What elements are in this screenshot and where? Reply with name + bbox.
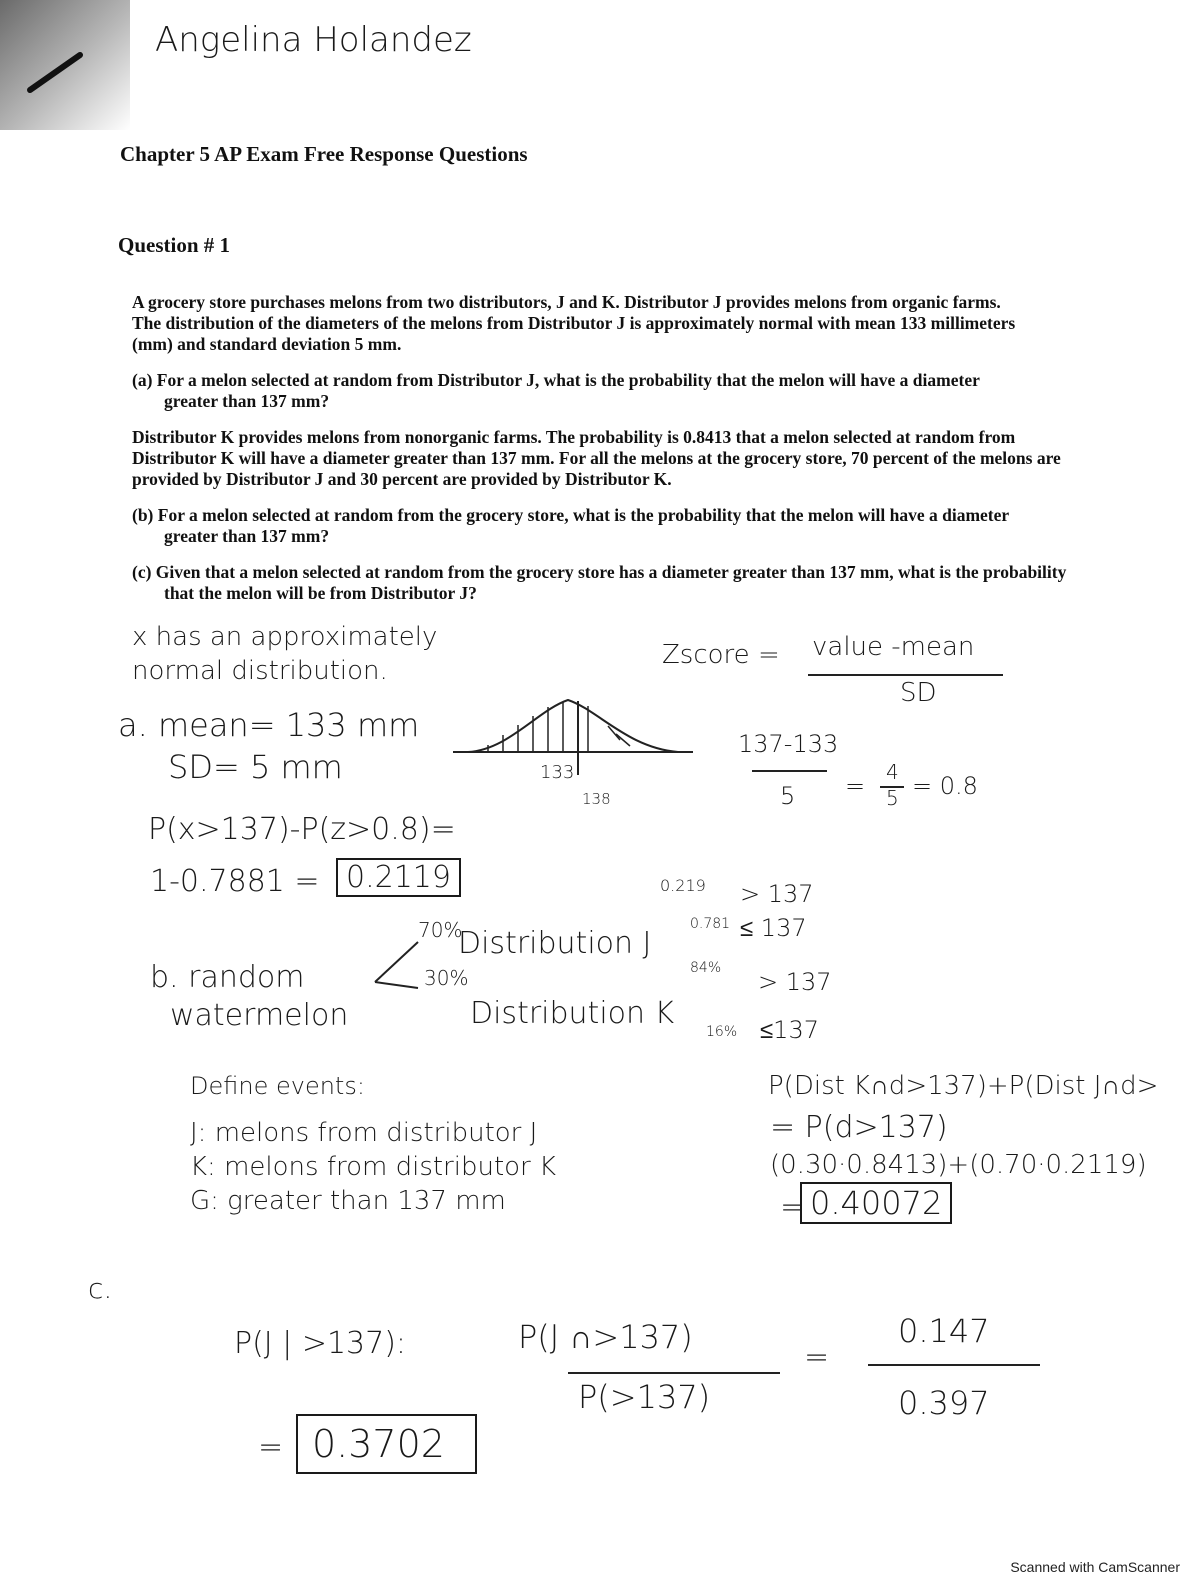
doc-title: Chapter 5 AP Exam Free Response Questions [120, 142, 528, 166]
define-event-j: J: melons from distributor J [190, 1118, 538, 1148]
c-denominator: P(>137) [578, 1378, 711, 1416]
part-c-answer: 0.3702 [296, 1414, 477, 1474]
scanner-footer: Scanned with CamScanner [1010, 1559, 1180, 1575]
c-equals: = [804, 1340, 830, 1375]
pen-mark-icon [25, 45, 105, 135]
z-frac-numerator: 4 [886, 760, 899, 784]
b-eq-line4-prefix: = [780, 1190, 806, 1225]
tree-k-upper-value: 84% [690, 960, 722, 976]
b-eq-line1: P(Dist K∩d>137)+P(Dist J∩d> [768, 1071, 1159, 1101]
define-event-g: G: greater than 137 mm [190, 1186, 506, 1216]
part-b-answer: 0.40072 [800, 1182, 952, 1224]
prob-calc: 1-0.7881 = [150, 864, 320, 899]
define-event-k: K: melons from distributor K [190, 1152, 557, 1182]
b-eq-line2: = P(d>137) [770, 1110, 948, 1145]
tree-pct-70: 70% [418, 918, 463, 942]
tree-j-upper-value: 0.219 [660, 876, 706, 895]
c-answer-prefix: = [258, 1430, 284, 1465]
c-label: c. [88, 1272, 113, 1305]
zscore-numerator: value -mean [812, 632, 975, 662]
z-calc-fraction-bar [752, 768, 832, 774]
c-value-fraction-bar [868, 1362, 1048, 1368]
a-sd: SD= 5 mm [168, 748, 343, 786]
distributor-k-paragraph: Distributor K provides melons from nonorganic farms. The probability is 0.8413 that a melon selected at random from Distributor K will have a diameter greater than 137 mm. For all the melons at the grocery store, 70 percent of the melons are provided by Distributor J and 30 percent are provided by Distributor K. [132, 427, 1061, 489]
tree-k-lower: ≤137 [760, 1016, 819, 1044]
curve-label-133: 133 [540, 762, 575, 783]
tree-j-lower-value: 0.781 [690, 916, 731, 932]
z-calc-denominator: 5 [780, 782, 796, 810]
x-description-line1: x has an approximately [132, 622, 438, 652]
x-description-line2: normal distribution. [132, 656, 388, 686]
zscore-label: Zscore = [662, 640, 780, 670]
tree-b-label: b. random [150, 960, 305, 995]
tree-dist-k: Distribution K [470, 996, 675, 1031]
question-part-b: (b) For a melon selected at random from the grocery store, what is the probability that the melon will have a diameter greater than 137 mm? [132, 505, 1009, 546]
c-fraction-bar [568, 1370, 788, 1376]
question-intro: A grocery store purchases melons from two distributors, J and K. Distributor J provides melons from organic farms. The distribution of the diameters of the melons from Distributor J is approximately normal with mean 133 millimeters (mm) and standard deviation 5 mm. [132, 292, 1016, 354]
z-result: = 0.8 [912, 772, 978, 800]
part-a-answer: 0.2119 [336, 858, 461, 897]
question-part-a: (a) For a melon selected at random from Distributor J, what is the probability that the melon will have a diameter greater than 137 mm? [132, 370, 980, 411]
b-eq-line3: (0.30·0.8413)+(0.70·0.2119) [770, 1150, 1147, 1180]
z-calc-numerator: 137-133 [738, 730, 839, 758]
tree-dist-j: Distribution J [458, 926, 652, 961]
normal-curve-sketch [448, 690, 708, 800]
student-name: Angelina Holandez [155, 20, 472, 60]
c-numerator: P(J ∩>137) [518, 1318, 693, 1356]
tree-k-upper: > 137 [758, 968, 832, 996]
tree-pct-30: 30% [424, 966, 469, 990]
c-expression: P(J | >137): [234, 1326, 407, 1361]
c-numerator-value: 0.147 [898, 1312, 990, 1350]
zscore-denominator: SD [900, 678, 937, 708]
tree-k-lower-value: 16% [706, 1024, 738, 1040]
z-calc-equals: = [845, 772, 866, 800]
c-denominator-value: 0.397 [898, 1384, 990, 1422]
tree-j-lower: ≤ 137 [740, 914, 807, 942]
question-part-c: (c) Given that a melon selected at random from the grocery store has a diameter greater than 137 mm, what is the probability that the melon will be from Distributor J? [132, 562, 1067, 603]
curve-label-138: 138 [582, 790, 611, 808]
define-events-title: Define events: [190, 1072, 365, 1100]
tree-j-upper: > 137 [740, 880, 814, 908]
prob-statement: P(x>137)-P(z>0.8)= [148, 812, 456, 847]
question-label: Question # 1 [118, 233, 231, 257]
tree-b-label2: watermelon [170, 998, 349, 1033]
a-mean: a. mean= 133 mm [118, 706, 420, 744]
z-frac-denominator: 5 [886, 786, 899, 810]
